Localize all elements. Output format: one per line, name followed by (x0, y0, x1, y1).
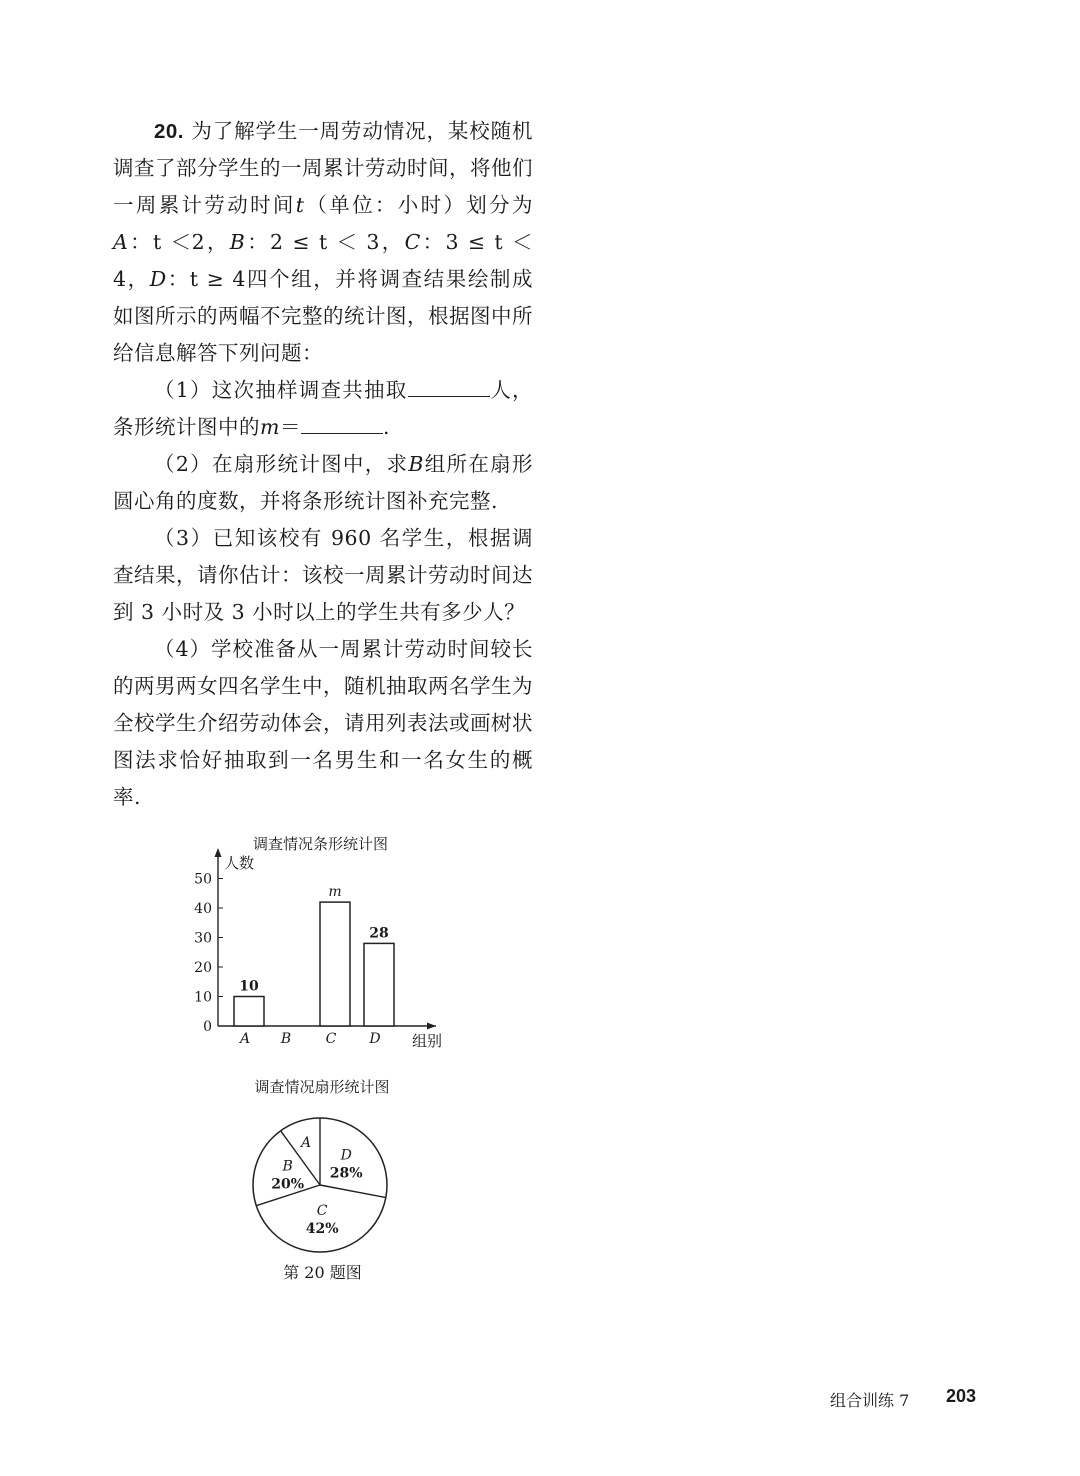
pie-slice-pct-B: 20% (271, 1176, 305, 1193)
y-axis-label: 人数 (224, 854, 255, 872)
pie-slice-label-B: B (282, 1158, 293, 1175)
question-4: （4）学校准备从一周累计劳动时间较长的两男两女四名学生中，随机抽取两名学生为全校学生介绍劳动体会，请用列表法或画树状图法求恰好抽取到一名男生和一名女生的概率. (113, 637, 533, 809)
figure-20 (190, 830, 460, 1282)
answer-blank-2[interactable] (301, 413, 383, 435)
y-tick-label: 10 (194, 989, 212, 1006)
question-number: 20. (154, 120, 184, 143)
y-tick-label: 40 (194, 901, 212, 917)
bar-value-label-A: 10 (239, 978, 259, 995)
x-tick-label: C (325, 1031, 337, 1047)
page-number: 203 (946, 1386, 977, 1406)
bar-value-label-D: 28 (369, 925, 389, 942)
bars (234, 884, 394, 1026)
question-1: （1）这次抽样调查共抽取 人，条形统计图中的m＝ . (113, 372, 533, 446)
x-tick-label: B (280, 1031, 292, 1047)
x-axis-label: 组别 (412, 1032, 443, 1050)
pie-chart (190, 1070, 460, 1270)
answer-blank-1[interactable] (408, 376, 490, 398)
bar-value-label-C: m (328, 884, 342, 901)
pie-slice-label-A: A (301, 1135, 312, 1152)
figure-caption: 第 20 题图 (283, 1263, 362, 1282)
y-tick-label: 0 (203, 1019, 212, 1035)
question-3: （3）已知该校有 960 名学生，根据调查结果，请你估计：该校一周累计劳动时间达到 3 小时及 3 小时以上的学生共有多少人？ (113, 526, 533, 624)
pie-slice-pct-C: 42% (305, 1220, 339, 1237)
problem-20 (113, 113, 533, 816)
footer-section-label: 组合训练 7 (830, 1391, 910, 1410)
y-tick-label: 30 (194, 930, 212, 947)
problem-stem: 20. 为了解学生一周劳动情况，某校随机调查了部分学生的一周累计劳动时间，将他们一周累计劳动时间t（单位：小时）划分为A：t ＜2，B：2 ≤ t ＜ 3，C：3 ≤ t ＜ 4，D：t ≥ 4四个组，并将调查结果绘制成如图所示的两幅不完整的统计图，根据图中所给信息解答下列问题： (113, 119, 534, 365)
bar-D (364, 943, 394, 1026)
pie-chart-title: 调查情况扇形统计图 (254, 1078, 390, 1096)
y-tick-label: 50 (194, 871, 212, 888)
y-axis-arrow (215, 848, 222, 857)
x-axis-arrow (427, 1023, 436, 1030)
pie-slice-pct-D: 28% (329, 1165, 363, 1182)
pie-slices (253, 1118, 387, 1252)
x-tick-label: D (369, 1031, 381, 1047)
axes (194, 848, 436, 1047)
bar-A (234, 997, 264, 1027)
bar-C (320, 902, 350, 1026)
pie-slice-label-D: D (340, 1147, 352, 1164)
bar-chart (190, 830, 460, 1060)
pie-slice-label-C: C (316, 1202, 328, 1219)
question-2: （2）在扇形统计图中，求B组所在扇形圆心角的度数，并将条形统计图补充完整. (113, 452, 534, 513)
y-tick-label: 20 (194, 960, 212, 976)
bar-chart-title: 调查情况条形统计图 (253, 835, 389, 853)
x-tick-label: A (239, 1031, 251, 1047)
